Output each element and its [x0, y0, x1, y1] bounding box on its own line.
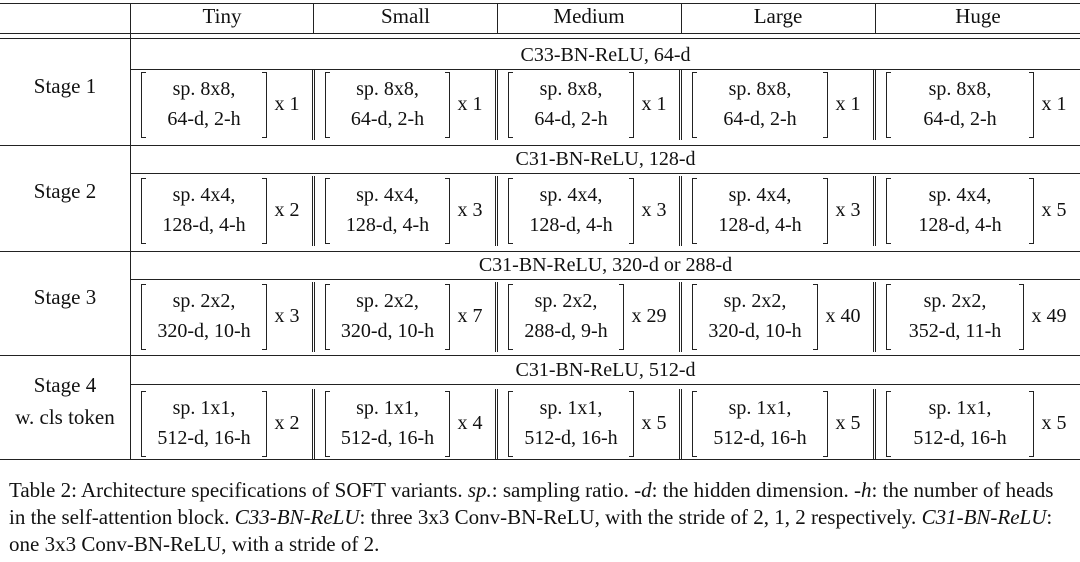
column-divider [497, 176, 498, 246]
spec-dims-heads: 128-d, 4-h [918, 214, 1002, 236]
repeat-count: x 5 [641, 412, 667, 434]
column-divider [314, 282, 315, 352]
spec-dims-heads: 288-d, 9-h [524, 320, 608, 342]
repeat-count: x 29 [631, 305, 667, 327]
column-divider [681, 282, 682, 352]
spec-bracket-block [141, 284, 267, 350]
block-spec [508, 286, 624, 346]
spec-dims-heads: 64-d, 2-h [723, 108, 797, 130]
caption-text: : one 3x3 Conv-BN-ReLU, with a stride of 2. [9, 505, 1053, 556]
stage-label: Stage 3 [33, 285, 97, 309]
stem-underline [131, 384, 1080, 385]
repeat-count: x 2 [274, 199, 300, 221]
spec-sampling: sp. 2x2, [172, 290, 236, 312]
spec-bracket-block [325, 72, 450, 138]
spec-bracket-block [325, 391, 450, 457]
repeat-count: x 40 [825, 305, 861, 327]
caption-italic-term: C33-BN-ReLU [234, 505, 360, 529]
spec-dims-heads: 352-d, 11-h [908, 320, 1002, 342]
spec-bracket-block [886, 284, 1024, 350]
spec-sampling: sp. 8x8, [539, 78, 603, 100]
spec-sampling: sp. 2x2, [723, 290, 787, 312]
column-divider [679, 389, 680, 459]
column-divider [681, 70, 682, 140]
spec-bracket-block [508, 178, 634, 244]
column-divider [679, 70, 680, 140]
spec-sampling: sp. 2x2, [534, 290, 598, 312]
caption-text: Table 2: Architecture specifications of SOFT variants. [9, 478, 468, 502]
column-header: Small [380, 4, 430, 28]
caption-italic-term: -d [634, 478, 652, 502]
column-divider [873, 176, 874, 246]
spec-sampling: sp. 4x4, [928, 184, 992, 206]
spec-bracket-block [692, 284, 818, 350]
spec-dims-heads: 512-d, 16-h [713, 427, 807, 449]
repeat-count: x 2 [274, 412, 300, 434]
spec-sampling: sp. 2x2, [356, 290, 419, 312]
caption-italic-term: C31-BN-ReLU [921, 505, 1047, 529]
column-divider [497, 70, 498, 140]
column-header: Huge [955, 4, 1001, 28]
spec-bracket-block [692, 391, 828, 457]
spec-sampling: sp. 1x1, [728, 397, 792, 419]
block-spec [886, 180, 1034, 240]
column-divider [312, 389, 313, 459]
column-divider [681, 389, 682, 459]
block-spec [325, 180, 450, 240]
repeat-count: x 4 [457, 412, 483, 434]
column-divider [875, 70, 876, 140]
spec-sampling: sp. 1x1, [539, 397, 603, 419]
block-spec [508, 74, 634, 134]
block-spec [692, 393, 828, 453]
block-spec [692, 286, 818, 346]
column-divider [495, 176, 496, 246]
repeat-count: x 7 [457, 305, 483, 327]
spec-sampling: sp. 4x4, [356, 184, 419, 206]
repeat-count: x 5 [835, 412, 861, 434]
block-spec [141, 393, 267, 453]
column-divider [495, 389, 496, 459]
spec-dims-heads: 128-d, 4-h [162, 214, 246, 236]
spec-dims-heads: 320-d, 10-h [157, 320, 251, 342]
spec-dims-heads: 64-d, 2-h [923, 108, 997, 130]
column-divider [875, 176, 876, 246]
spec-sampling: sp. 1x1, [172, 397, 236, 419]
repeat-count: x 5 [1041, 412, 1067, 434]
block-spec [692, 180, 828, 240]
stage-label: Stage 1 [33, 74, 97, 98]
column-divider [873, 282, 874, 352]
stem-layer-label: C33-BN-ReLU, 64-d [520, 44, 691, 66]
table-caption [9, 477, 1075, 558]
spec-bracket-block [692, 72, 828, 138]
stem-layer-label: C31-BN-ReLU, 512-d [515, 359, 696, 381]
spec-bracket-block [692, 178, 828, 244]
spec-sampling: sp. 2x2, [923, 290, 987, 312]
block-spec [508, 393, 634, 453]
header-double-rule [0, 38, 1080, 39]
spec-bracket-block [508, 284, 624, 350]
column-divider [679, 282, 680, 352]
spec-bracket-block [508, 72, 634, 138]
spec-bracket-block [141, 178, 267, 244]
block-spec [325, 286, 450, 346]
spec-bracket-block [886, 178, 1034, 244]
repeat-count: x 5 [1041, 199, 1067, 221]
caption-text: : three 3x3 Conv-BN-ReLU, with the stride of 2, 1, 2 respectively. [359, 505, 922, 529]
spec-dims-heads: 128-d, 4-h [718, 214, 802, 236]
repeat-count: x 1 [1041, 93, 1067, 115]
column-divider [497, 389, 498, 459]
caption-italic-term: -h [854, 478, 872, 502]
block-spec [508, 180, 634, 240]
spec-sampling: sp. 8x8, [172, 78, 236, 100]
spec-sampling: sp. 8x8, [356, 78, 419, 100]
column-header: Medium [553, 4, 625, 28]
spec-bracket-block [886, 72, 1034, 138]
spec-bracket-block [141, 72, 267, 138]
block-spec [692, 74, 828, 134]
repeat-count: x 1 [641, 93, 667, 115]
stem-layer-label: C31-BN-ReLU, 320-d or 288-d [478, 254, 733, 276]
spec-bracket-block [325, 178, 450, 244]
table-bottom-rule [0, 459, 1080, 460]
block-spec [141, 180, 267, 240]
spec-dims-heads: 512-d, 16-h [157, 427, 251, 449]
stage-separator [0, 355, 1080, 356]
stem-underline [131, 69, 1080, 70]
spec-sampling: sp. 8x8, [928, 78, 992, 100]
block-spec [886, 286, 1024, 346]
caption-text: : the number of heads in the self-attention block. [9, 478, 1054, 529]
spec-dims-heads: 64-d, 2-h [534, 108, 608, 130]
stem-layer-label: C31-BN-ReLU, 128-d [515, 148, 696, 170]
spec-dims-heads: 512-d, 16-h [340, 427, 435, 449]
spec-dims-heads: 512-d, 16-h [524, 427, 618, 449]
spec-dims-heads: 320-d, 10-h [708, 320, 802, 342]
column-divider [312, 282, 313, 352]
spec-dims-heads: 64-d, 2-h [167, 108, 241, 130]
spec-sampling: sp. 4x4, [172, 184, 236, 206]
repeat-count: x 3 [641, 199, 667, 221]
column-divider [873, 389, 874, 459]
spec-bracket-block [508, 391, 634, 457]
column-divider [314, 389, 315, 459]
column-divider [314, 70, 315, 140]
spec-bracket-block [325, 284, 450, 350]
column-divider [495, 70, 496, 140]
column-divider [495, 282, 496, 352]
block-spec [325, 74, 450, 134]
column-divider [679, 176, 680, 246]
block-spec [141, 74, 267, 134]
repeat-count: x 1 [457, 93, 483, 115]
stage-column-divider [130, 3, 131, 459]
spec-sampling: sp. 1x1, [356, 397, 419, 419]
caption-italic-term: sp. [467, 478, 492, 502]
block-spec [325, 393, 450, 453]
spec-dims-heads: 64-d, 2-h [350, 108, 425, 130]
spec-bracket-block [141, 391, 267, 457]
repeat-count: x 1 [274, 93, 300, 115]
block-spec [141, 286, 267, 346]
caption-text: : the hidden dimension. [651, 478, 855, 502]
header-double-rule [0, 33, 1080, 34]
repeat-count: x 3 [835, 199, 861, 221]
spec-dims-heads: 512-d, 16-h [913, 427, 1007, 449]
repeat-count: x 3 [457, 199, 483, 221]
block-spec [886, 74, 1034, 134]
column-divider [875, 389, 876, 459]
spec-sampling: sp. 1x1, [928, 397, 992, 419]
repeat-count: x 49 [1031, 305, 1067, 327]
repeat-count: x 1 [835, 93, 861, 115]
caption-text: : sampling ratio. [491, 478, 635, 502]
column-divider [875, 282, 876, 352]
spec-sampling: sp. 4x4, [539, 184, 603, 206]
column-divider [681, 176, 682, 246]
stage-label: w. cls token [15, 405, 115, 429]
column-divider [314, 176, 315, 246]
column-divider [312, 176, 313, 246]
stem-underline [131, 173, 1080, 174]
stage-label: Stage 4 [33, 373, 97, 397]
header-column-divider [313, 3, 314, 33]
column-header: Large [753, 4, 803, 28]
spec-sampling: sp. 4x4, [728, 184, 792, 206]
spec-dims-heads: 128-d, 4-h [345, 214, 430, 236]
spec-bracket-block [886, 391, 1034, 457]
spec-dims-heads: 320-d, 10-h [340, 320, 435, 342]
column-divider [873, 70, 874, 140]
block-spec [886, 393, 1034, 453]
stage-label: Stage 2 [33, 179, 97, 203]
column-header: Tiny [202, 4, 242, 28]
spec-sampling: sp. 8x8, [728, 78, 792, 100]
spec-dims-heads: 128-d, 4-h [529, 214, 613, 236]
column-divider [497, 282, 498, 352]
repeat-count: x 3 [274, 305, 300, 327]
stem-underline [131, 279, 1080, 280]
column-divider [312, 70, 313, 140]
